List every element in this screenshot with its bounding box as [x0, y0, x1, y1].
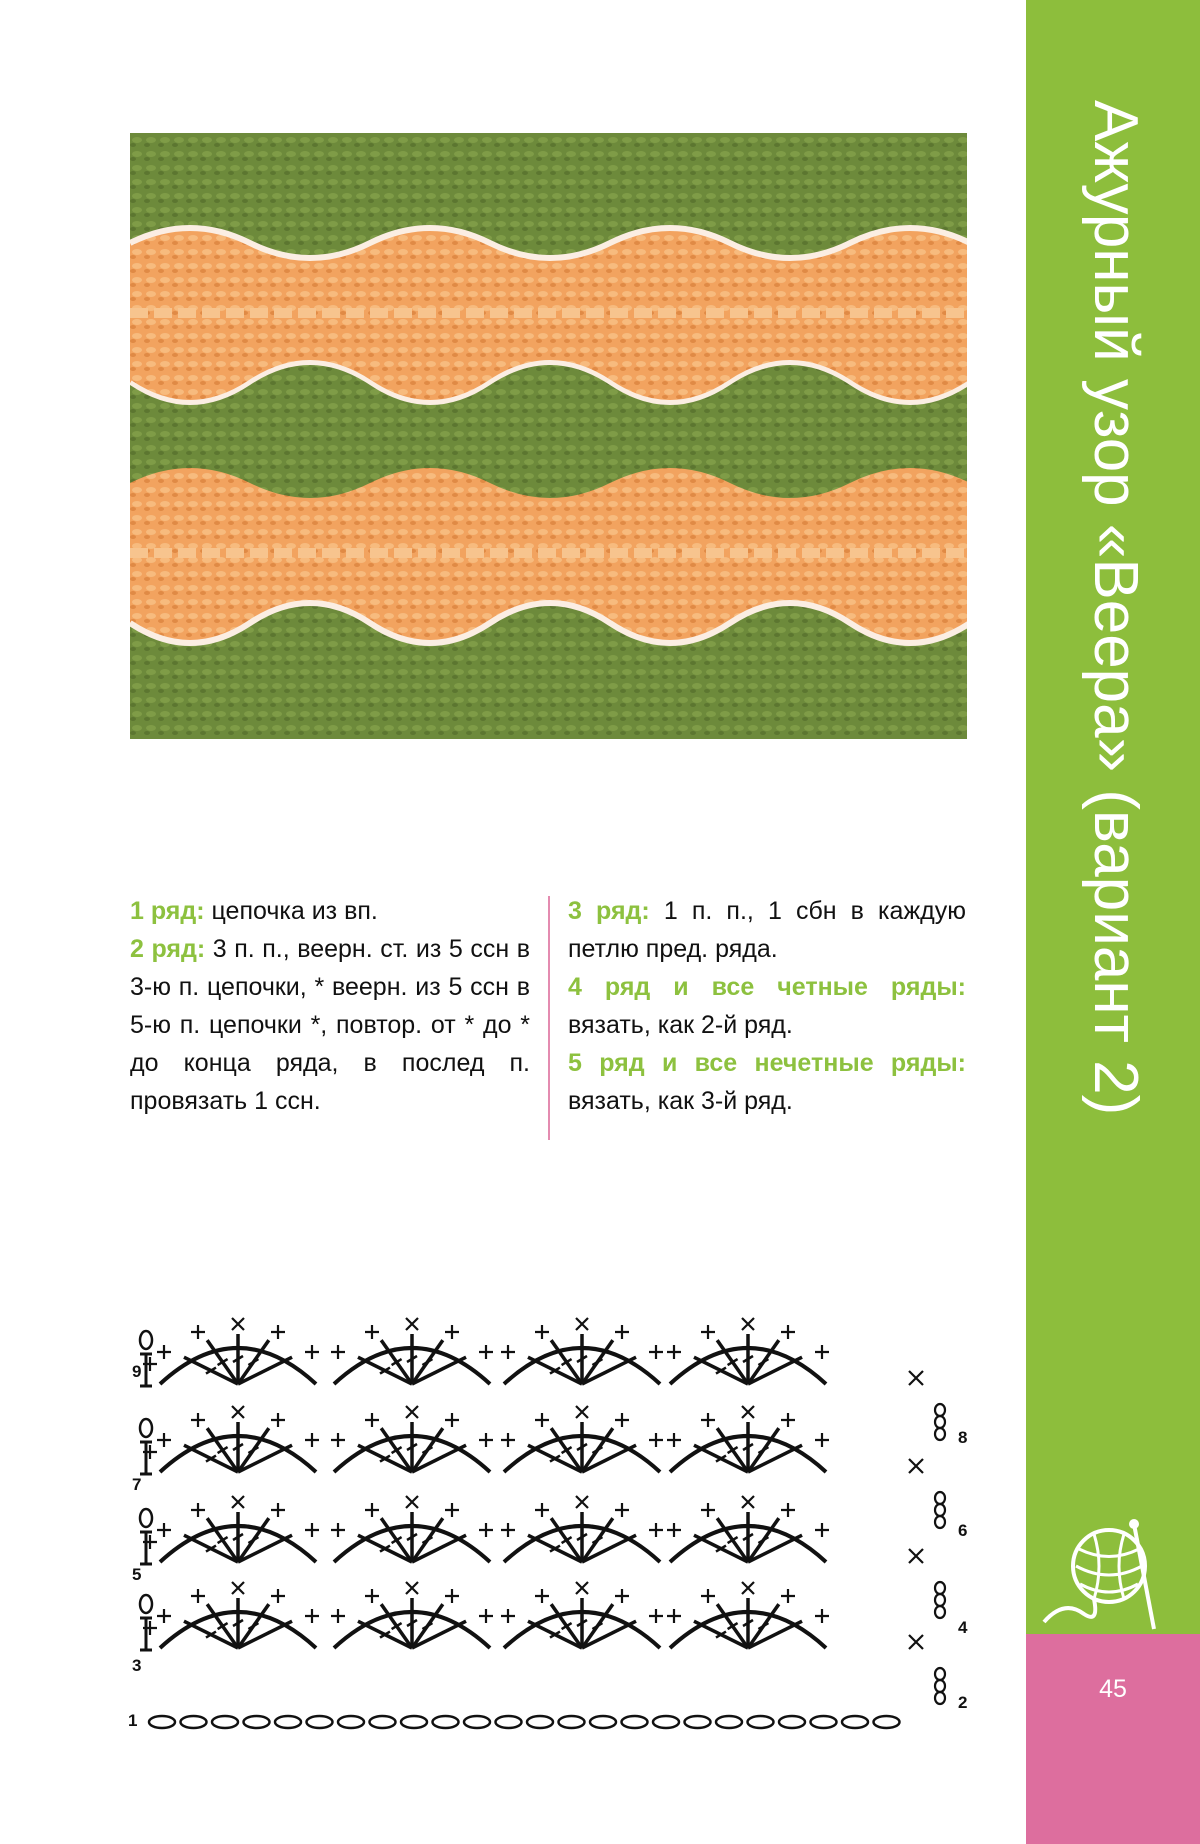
foundation-chain-stitch [748, 1716, 774, 1728]
foundation-chain-stitch [874, 1716, 900, 1728]
row-number-left-5: 5 [132, 1565, 142, 1584]
foundation-chain-stitch [811, 1716, 837, 1728]
single-crochet-symbol [742, 1496, 754, 1508]
single-crochet-symbol [701, 1325, 715, 1339]
single-crochet-symbol [649, 1345, 663, 1359]
single-crochet-symbol [305, 1523, 319, 1537]
row-text: вязать, как 3-й ряд. [568, 1087, 793, 1115]
single-crochet-symbol [742, 1318, 754, 1330]
single-crochet-symbol [406, 1582, 418, 1594]
row-text: 3 п. п., веерн. ст. из 5 ссн в 3-ю п. цепочки, * веерн. из 5 ссн в 5-ю п. цепочки *, повтор. от * до * до конца ряда, в послед п. провязать 1 ссн. [130, 935, 530, 1115]
single-crochet-symbol [445, 1413, 459, 1427]
foundation-chain-stitch [275, 1716, 301, 1728]
single-crochet-symbol [576, 1406, 588, 1418]
crochet-fabric-photo-icon [130, 133, 967, 739]
foundation-chain-stitch [149, 1716, 175, 1728]
single-crochet-symbol [191, 1325, 205, 1339]
crochet-chart-svg [120, 1298, 980, 1738]
chain-stitch-symbol [935, 1582, 945, 1594]
single-crochet-symbol [667, 1345, 681, 1359]
chain-stitch-symbol [935, 1594, 945, 1606]
row-label: 1 ряд: [130, 897, 205, 925]
foundation-chain-stitch [464, 1716, 490, 1728]
single-crochet-symbol [331, 1345, 345, 1359]
foundation-chain-stitch [653, 1716, 679, 1728]
single-crochet-symbol [615, 1503, 629, 1517]
single-crochet-symbol [615, 1413, 629, 1427]
row-text: вязать, как 2-й ряд. [568, 1011, 793, 1039]
row-label: 3 ряд: [568, 897, 650, 925]
crochet-sample-photo [130, 133, 967, 739]
chain-stitch-symbol [935, 1516, 945, 1528]
single-crochet-symbol [232, 1318, 244, 1330]
single-crochet-symbol [701, 1589, 715, 1603]
chain-stitch-symbol [140, 1331, 152, 1349]
single-crochet-symbol [815, 1433, 829, 1447]
single-crochet-symbol [232, 1496, 244, 1508]
single-crochet-symbol [479, 1345, 493, 1359]
single-crochet-symbol [271, 1325, 285, 1339]
single-crochet-symbol [667, 1609, 681, 1623]
foundation-chain-stitch [212, 1716, 238, 1728]
row-number-right-6: 6 [958, 1521, 968, 1540]
single-crochet-symbol [406, 1496, 418, 1508]
single-crochet-symbol [479, 1609, 493, 1623]
row-number-right-8: 8 [958, 1428, 968, 1447]
instruction-row-2 [130, 930, 530, 1120]
single-crochet-symbol [576, 1582, 588, 1594]
single-crochet-symbol [232, 1406, 244, 1418]
single-crochet-symbol [406, 1406, 418, 1418]
yarn-ball-icon [1034, 1504, 1164, 1634]
foundation-chain-stitch [779, 1716, 805, 1728]
chain-stitch-symbol [935, 1680, 945, 1692]
single-crochet-symbol [365, 1503, 379, 1517]
single-crochet-symbol [576, 1318, 588, 1330]
single-crochet-symbol [701, 1503, 715, 1517]
single-crochet-symbol [445, 1325, 459, 1339]
foundation-chain-stitch [622, 1716, 648, 1728]
foundation-chain-stitch [244, 1716, 270, 1728]
single-crochet-symbol [742, 1582, 754, 1594]
foundation-chain-stitch [401, 1716, 427, 1728]
foundation-chain-stitch [496, 1716, 522, 1728]
foundation-chain-stitch [527, 1716, 553, 1728]
single-crochet-symbol [479, 1523, 493, 1537]
instruction-row-3 [568, 892, 966, 968]
instructions-right-column [568, 892, 966, 1120]
single-crochet-symbol [501, 1609, 515, 1623]
foundation-chain-stitch [433, 1716, 459, 1728]
chain-stitch-symbol [935, 1404, 945, 1416]
single-crochet-symbol [501, 1433, 515, 1447]
single-crochet-symbol [781, 1589, 795, 1603]
single-crochet-symbol [232, 1582, 244, 1594]
single-crochet-symbol [191, 1589, 205, 1603]
single-crochet-symbol [271, 1589, 285, 1603]
row-number-left-1: 1 [128, 1711, 138, 1730]
foundation-chain-stitch [842, 1716, 868, 1728]
chain-stitch-symbol [935, 1692, 945, 1704]
row-number-left-3: 3 [132, 1656, 142, 1675]
single-crochet-symbol [157, 1523, 171, 1537]
single-crochet-symbol [445, 1589, 459, 1603]
single-crochet-symbol [305, 1433, 319, 1447]
instructions-left-column [130, 892, 530, 1120]
single-crochet-symbol [331, 1609, 345, 1623]
sidebar-title: Ажурный узор «Веера» (вариант 2) [1081, 100, 1150, 1116]
single-crochet-symbol [815, 1523, 829, 1537]
single-crochet-symbol [815, 1345, 829, 1359]
foundation-chain-stitch [181, 1716, 207, 1728]
row-label: 2 ряд: [130, 935, 206, 963]
single-crochet-symbol [781, 1325, 795, 1339]
foundation-chain-stitch [559, 1716, 585, 1728]
single-crochet-symbol [909, 1549, 923, 1563]
single-crochet-symbol [615, 1589, 629, 1603]
single-crochet-symbol [157, 1433, 171, 1447]
column-divider [548, 896, 550, 1140]
single-crochet-symbol [815, 1609, 829, 1623]
row-text: цепочка из вп. [204, 897, 378, 925]
chain-stitch-symbol [935, 1492, 945, 1504]
instruction-row-4 [568, 968, 966, 1044]
single-crochet-symbol [576, 1496, 588, 1508]
single-crochet-symbol [331, 1523, 345, 1537]
single-crochet-symbol [445, 1503, 459, 1517]
instruction-row-1 [130, 892, 530, 930]
single-crochet-symbol [406, 1318, 418, 1330]
row-number-right-2: 2 [958, 1693, 968, 1712]
chain-stitch-symbol [140, 1595, 152, 1613]
single-crochet-symbol [191, 1503, 205, 1517]
foundation-chain-stitch [338, 1716, 364, 1728]
single-crochet-symbol [909, 1635, 923, 1649]
single-crochet-symbol [535, 1589, 549, 1603]
chain-stitch-symbol [935, 1428, 945, 1440]
row-text: 1 п. п., 1 сбн в каждую петлю пред. ряда. [568, 897, 966, 963]
page-number: 45 [1099, 1675, 1127, 1703]
foundation-chain-stitch [716, 1716, 742, 1728]
single-crochet-symbol [157, 1609, 171, 1623]
chart-symbols [140, 1318, 945, 1728]
single-crochet-symbol [365, 1325, 379, 1339]
single-crochet-symbol [331, 1433, 345, 1447]
single-crochet-symbol [535, 1325, 549, 1339]
single-crochet-symbol [365, 1413, 379, 1427]
single-crochet-symbol [649, 1609, 663, 1623]
chain-stitch-symbol [935, 1504, 945, 1516]
single-crochet-symbol [479, 1433, 493, 1447]
row-number-right-4: 4 [958, 1618, 968, 1637]
single-crochet-symbol [909, 1459, 923, 1473]
chain-stitch-symbol [935, 1668, 945, 1680]
single-crochet-symbol [501, 1345, 515, 1359]
single-crochet-symbol [271, 1503, 285, 1517]
crochet-chart-diagram [120, 1298, 980, 1738]
foundation-chain-stitch [307, 1716, 333, 1728]
single-crochet-symbol [501, 1523, 515, 1537]
instruction-row-5 [568, 1044, 966, 1120]
single-crochet-symbol [535, 1503, 549, 1517]
single-crochet-symbol [742, 1406, 754, 1418]
chain-stitch-symbol [140, 1509, 152, 1527]
single-crochet-symbol [667, 1433, 681, 1447]
row-label: 5 ряд и все нечетные ряды: [568, 1049, 966, 1077]
single-crochet-symbol [271, 1413, 285, 1427]
single-crochet-symbol [305, 1345, 319, 1359]
single-crochet-symbol [191, 1413, 205, 1427]
foundation-chain-stitch [370, 1716, 396, 1728]
foundation-chain-stitch [685, 1716, 711, 1728]
single-crochet-symbol [649, 1523, 663, 1537]
single-crochet-symbol [649, 1433, 663, 1447]
chain-stitch-symbol [935, 1606, 945, 1618]
single-crochet-symbol [667, 1523, 681, 1537]
single-crochet-symbol [701, 1413, 715, 1427]
single-crochet-symbol [781, 1503, 795, 1517]
single-crochet-symbol [909, 1371, 923, 1385]
single-crochet-symbol [781, 1413, 795, 1427]
row-number-left-7: 7 [132, 1475, 142, 1494]
chain-stitch-symbol [935, 1416, 945, 1428]
row-number-left-9: 9 [132, 1362, 142, 1381]
single-crochet-symbol [157, 1345, 171, 1359]
single-crochet-symbol [615, 1325, 629, 1339]
single-crochet-symbol [305, 1609, 319, 1623]
foundation-chain-stitch [590, 1716, 616, 1728]
row-label: 4 ряд и все четные ряды: [568, 973, 966, 1001]
single-crochet-symbol [535, 1413, 549, 1427]
chain-stitch-symbol [140, 1419, 152, 1437]
single-crochet-symbol [365, 1589, 379, 1603]
